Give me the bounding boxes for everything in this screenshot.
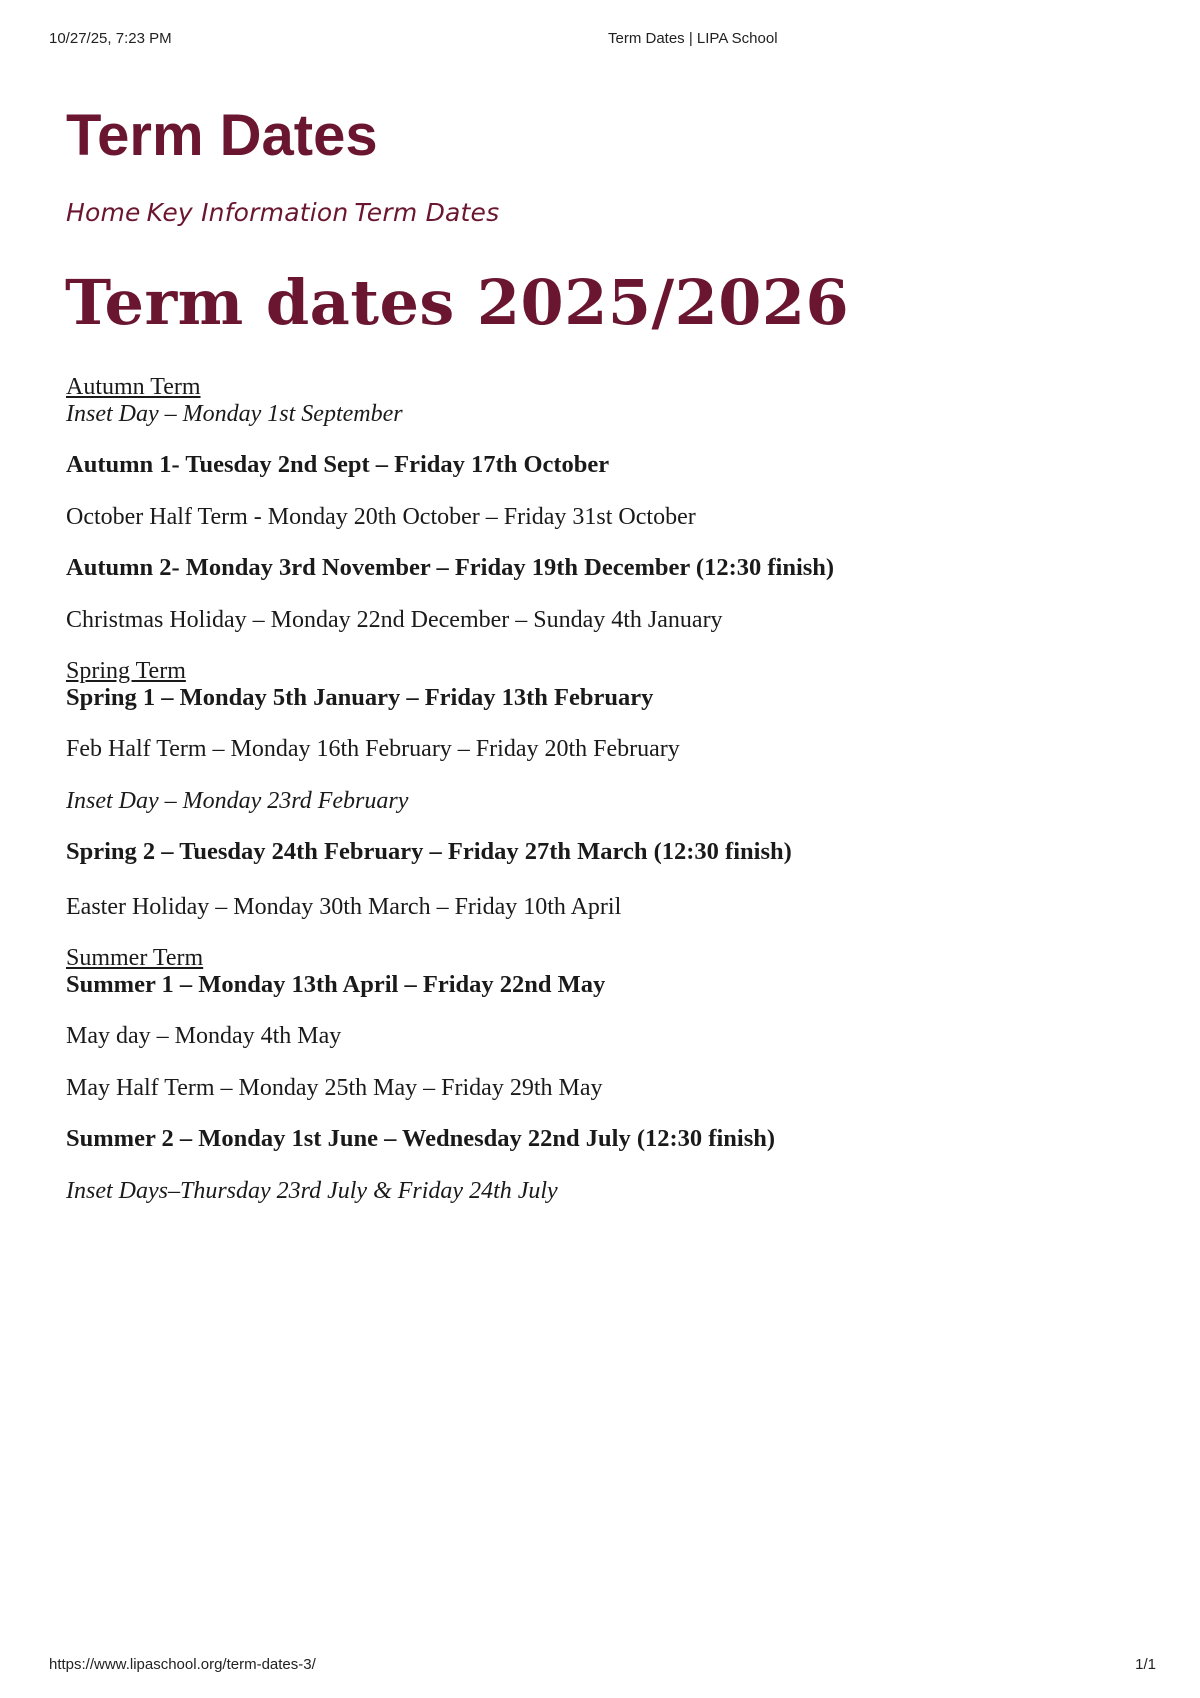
summer-1-dates: Summer 1 – Monday 13th April – Friday 22nd May [66,971,606,998]
print-datetime: 10/27/25, 7:23 PM [49,30,172,47]
autumn-inset-day: Inset Day – Monday 1st September [66,401,403,427]
easter-holiday: Easter Holiday – Monday 30th March – Friday 10th April [66,894,622,920]
may-day: May day – Monday 4th May [66,1023,342,1049]
feb-half-term: Feb Half Term – Monday 16th February – Friday 20th February [66,736,680,762]
print-page-number: 1/1 [1135,1656,1156,1673]
breadcrumb-current: Term Dates [354,198,500,227]
breadcrumb [66,196,499,230]
page-title: Term Dates [66,103,378,168]
october-half-term: October Half Term - Monday 20th October – Friday 31st October [66,504,696,530]
breadcrumb-home-link[interactable]: Home [66,198,141,227]
breadcrumb-key-information-link[interactable]: Key Information [146,198,349,227]
spring-inset-day: Inset Day – Monday 23rd February [66,788,409,814]
may-half-term: May Half Term – Monday 25th May – Friday 29th May [66,1075,603,1101]
print-page-title: Term Dates | LIPA School [608,30,778,47]
spring-term-label: Spring Term [66,658,186,684]
summer-term-label: Summer Term [66,945,204,971]
summer-inset-days: Inset Days–Thursday 23rd July & Friday 24th July [66,1178,558,1204]
spring-2-dates: Spring 2 – Tuesday 24th February – Friday 27th March (12:30 finish) [66,838,792,865]
autumn-term-label: Autumn Term [66,374,201,400]
autumn-2-dates: Autumn 2- Monday 3rd November – Friday 19th December (12:30 finish) [66,554,835,581]
term-dates-heading: Term dates 2025/2026 [65,266,850,339]
print-header [0,30,1200,50]
spring-1-dates: Spring 1 – Monday 5th January – Friday 13th February [66,684,654,711]
print-url: https://www.lipaschool.org/term-dates-3/ [49,1656,316,1673]
autumn-1-dates: Autumn 1- Tuesday 2nd Sept – Friday 17th October [66,451,610,478]
summer-2-dates: Summer 2 – Monday 1st June – Wednesday 22nd July (12:30 finish) [66,1125,776,1152]
print-footer [0,1656,1200,1676]
christmas-holiday: Christmas Holiday – Monday 22nd December – Sunday 4th January [66,607,723,633]
